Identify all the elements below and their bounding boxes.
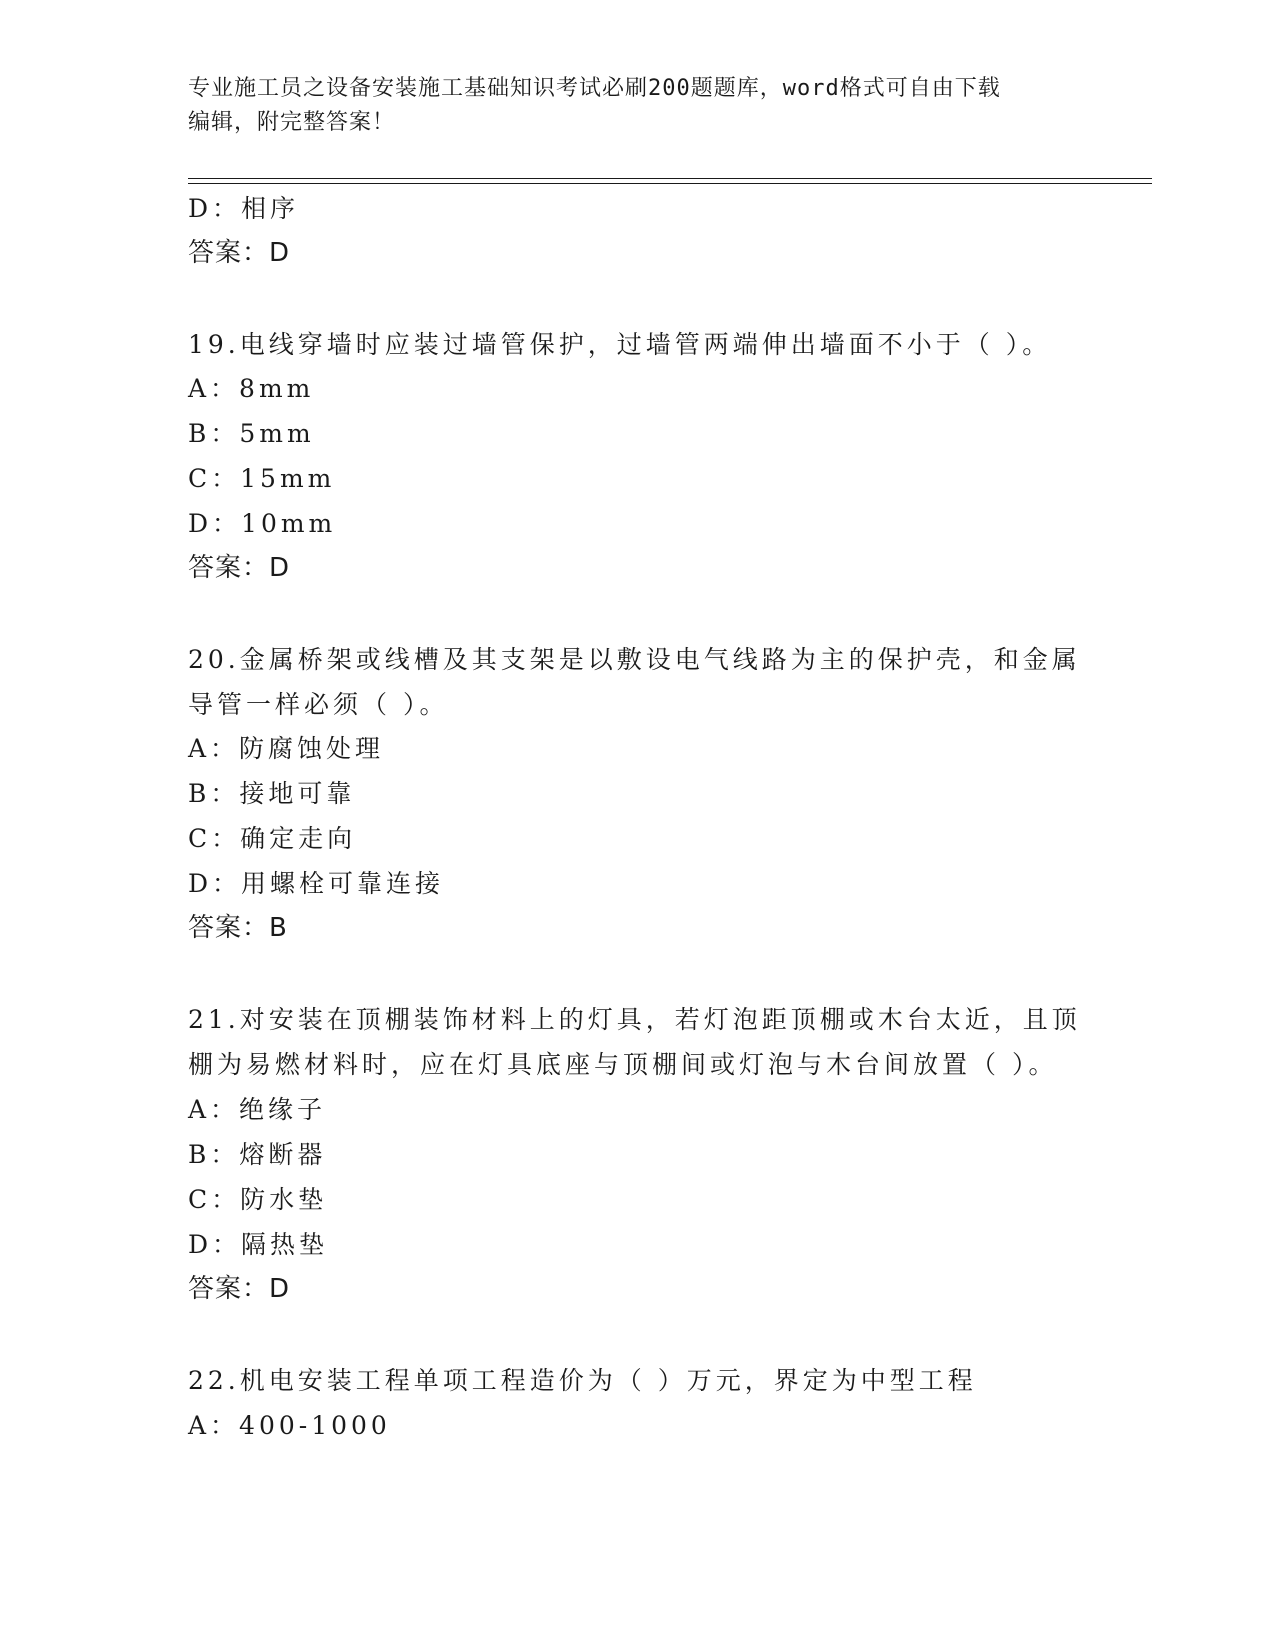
q19-option-d: D：10mm [188, 509, 337, 538]
header-title-line-2: 编辑，附完整答案！ [188, 110, 396, 135]
q21-answer: 答案：D [188, 1274, 291, 1304]
q21-option-a: A：绝缘子 [188, 1095, 327, 1124]
q21-option-c: C：防水垫 [188, 1185, 328, 1214]
header-title-line-1: 专业施工员之设备安装施工基础知识考试必刷200题题库，word格式可自由下载 [188, 76, 1001, 101]
q20-answer: 答案：B [188, 913, 288, 943]
document-header [188, 72, 1068, 140]
q18-answer: 答案：D [188, 238, 291, 268]
q21-stem-line-1: 21.对安装在顶棚装饰材料上的灯具，若灯泡距顶棚或木台太近，且顶 [188, 1005, 1081, 1034]
q19-stem: 19.电线穿墙时应装过墙管保护，过墙管两端伸出墙面不小于（ ）。 [188, 330, 1052, 359]
q20-option-a: A：防腐蚀处理 [188, 734, 385, 763]
q18-option-d: D：相序 [188, 194, 300, 223]
q20-option-c: C：确定走向 [188, 824, 357, 853]
q21-option-d: D：隔热垫 [188, 1230, 329, 1259]
header-divider-bottom [188, 183, 1152, 184]
q19-option-a: A：8mm [188, 374, 315, 403]
q20-option-d: D：用螺栓可靠连接 [188, 869, 445, 898]
q21-option-b: B：熔断器 [188, 1140, 327, 1169]
q20-stem-line-2: 导管一样必须（ ）。 [188, 690, 449, 719]
q20-stem-line-1: 20.金属桥架或线槽及其支架是以敷设电气线路为主的保护壳，和金属 [188, 645, 1081, 674]
q22-stem: 22.机电安装工程单项工程造价为（ ）万元，界定为中型工程 [188, 1366, 977, 1395]
q21-stem-line-2: 棚为易燃材料时，应在灯具底座与顶棚间或灯泡与木台间放置（ ）。 [188, 1050, 1058, 1079]
q19-option-c: C：15mm [188, 464, 336, 493]
q22-option-a: A：400-1000 [188, 1411, 391, 1440]
q19-option-b: B：5mm [188, 419, 315, 448]
q19-answer: 答案：D [188, 553, 291, 583]
header-divider-top [188, 178, 1152, 179]
q20-option-b: B：接地可靠 [188, 779, 356, 808]
